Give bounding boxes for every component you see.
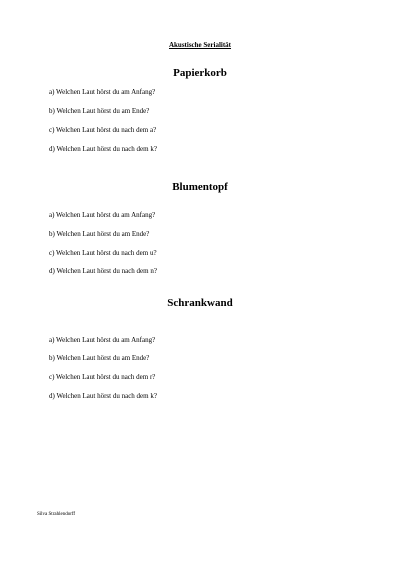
- question-item: d) Welchen Laut hörst du nach dem k?: [49, 145, 157, 153]
- question-item: d) Welchen Laut hörst du nach dem k?: [49, 392, 157, 400]
- question-item: a) Welchen Laut hörst du am Anfang?: [49, 88, 156, 96]
- section-heading-schrankwand: Schrankwand: [167, 297, 233, 309]
- question-item: b) Welchen Laut hörst du am Ende?: [49, 230, 150, 238]
- question-item: c) Welchen Laut hörst du nach dem r?: [49, 373, 156, 381]
- question-item: d) Welchen Laut hörst du nach dem n?: [49, 267, 157, 275]
- question-item: c) Welchen Laut hörst du nach dem a?: [49, 126, 157, 134]
- section-heading-blumentopf: Blumentopf: [172, 181, 228, 193]
- question-item: c) Welchen Laut hörst du nach dem u?: [49, 249, 157, 257]
- question-item: b) Welchen Laut hörst du am Ende?: [49, 354, 150, 362]
- document-title: Akustische Serialität: [168, 41, 232, 49]
- question-item: b) Welchen Laut hörst du am Ende?: [49, 107, 150, 115]
- section-heading-papierkorb: Papierkorb: [173, 67, 227, 79]
- question-item: a) Welchen Laut hörst du am Anfang?: [49, 336, 156, 344]
- question-item: a) Welchen Laut hörst du am Anfang?: [49, 211, 156, 219]
- footer-author: Silva Strahlendorff: [37, 512, 76, 517]
